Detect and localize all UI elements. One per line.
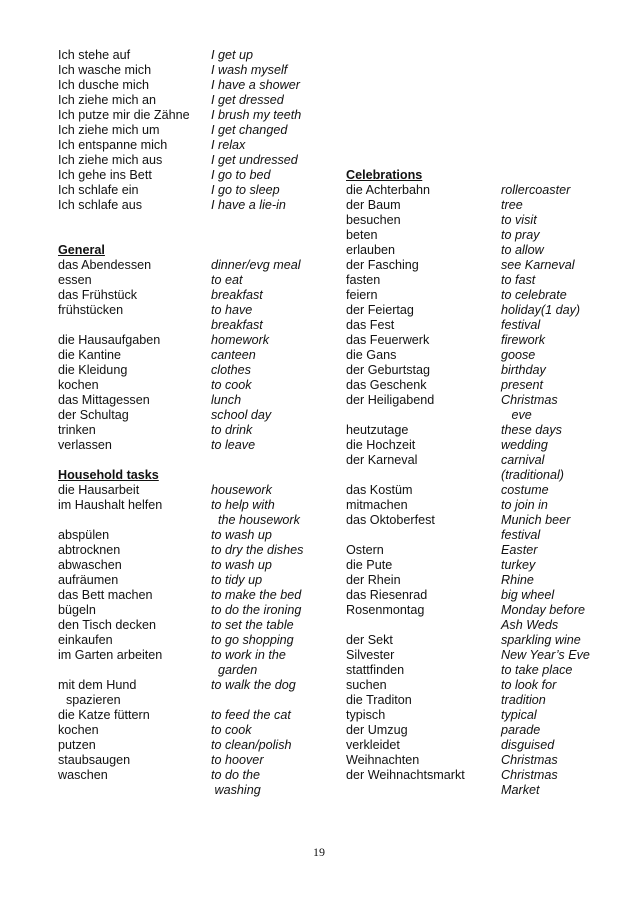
german-term: Weihnachten <box>346 753 420 767</box>
german-term: waschen <box>58 768 108 782</box>
english-translation: to look for <box>501 678 557 692</box>
english-translation: to drink <box>211 423 253 437</box>
german-term: Ich dusche mich <box>58 78 149 92</box>
english-translation: tree <box>501 198 523 212</box>
english-translation: I wash myself <box>211 63 288 77</box>
german-term: aufräumen <box>58 573 119 587</box>
english-translation: rollercoaster <box>501 183 571 197</box>
german-term: das Geschenk <box>346 378 427 392</box>
german-term: die Traditon <box>346 693 412 707</box>
english-translation: to wash up <box>211 528 272 542</box>
english-translation: to dry the dishes <box>211 543 304 557</box>
english-translation: to do the <box>211 768 261 782</box>
english-translation: festival <box>501 318 541 332</box>
german-term: die Gans <box>346 348 397 362</box>
german-term: Ich ziehe mich um <box>58 123 160 137</box>
german-term: erlauben <box>346 243 396 257</box>
german-term: der Umzug <box>346 723 408 737</box>
english-translation: eve <box>501 408 532 422</box>
german-term: der Fasching <box>346 258 419 272</box>
german-term: Silvester <box>346 648 395 662</box>
german-term: Ich stehe auf <box>58 48 131 62</box>
english-translation: to cook <box>211 378 252 392</box>
english-translation: disguised <box>501 738 555 752</box>
german-term: die Kantine <box>58 348 122 362</box>
english-translation: to celebrate <box>501 288 567 302</box>
english-translation: Munich beer <box>501 513 571 527</box>
german-term: besuchen <box>346 213 401 227</box>
german-term: putzen <box>58 738 96 752</box>
german-term: mitmachen <box>346 498 408 512</box>
german-term: im Haushalt helfen <box>58 498 163 512</box>
german-term: Ich wasche mich <box>58 63 152 77</box>
english-translation: to cook <box>211 723 252 737</box>
german-term: die Katze füttern <box>58 708 150 722</box>
english-translation: breakfast <box>211 288 263 302</box>
english-translation: Monday before <box>501 603 586 617</box>
english-translation: washing <box>211 783 261 797</box>
english-translation: to help with <box>211 498 275 512</box>
german-term: die Pute <box>346 558 393 572</box>
german-term: der Karneval <box>346 453 418 467</box>
german-term: kochen <box>58 378 99 392</box>
english-translation: big wheel <box>501 588 555 602</box>
german-term: essen <box>58 273 92 287</box>
english-translation: I get up <box>211 48 254 62</box>
german-term: das Abendessen <box>58 258 152 272</box>
german-term: der Baum <box>346 198 401 212</box>
english-translation: see Karneval <box>501 258 575 272</box>
english-translation: typical <box>501 708 537 722</box>
german-term: die Hochzeit <box>346 438 416 452</box>
german-term: das Riesenrad <box>346 588 428 602</box>
english-translation: to pray <box>501 228 540 242</box>
german-term: das Fest <box>346 318 395 332</box>
german-term: Ostern <box>346 543 384 557</box>
german-term: typisch <box>346 708 386 722</box>
german-term: das Oktoberfest <box>346 513 435 527</box>
german-term: kochen <box>58 723 99 737</box>
english-translation: I get undressed <box>211 153 298 167</box>
german-term: der Rhein <box>346 573 401 587</box>
german-term: bügeln <box>58 603 96 617</box>
english-translation: I have a shower <box>211 78 300 92</box>
german-term: abspülen <box>58 528 110 542</box>
german-term: stattfinden <box>346 663 405 677</box>
german-term: das Mittagessen <box>58 393 150 407</box>
english-translation: Ash Weds <box>501 618 559 632</box>
german-term: suchen <box>346 678 387 692</box>
english-translation: I have a lie-in <box>211 198 286 212</box>
english-translation: to fast <box>501 273 536 287</box>
german-term: das Feuerwerk <box>346 333 430 347</box>
german-term: einkaufen <box>58 633 113 647</box>
english-translation: Market <box>501 783 540 797</box>
english-translation: firework <box>501 333 546 347</box>
english-translation: to work in the <box>211 648 286 662</box>
english-translation: canteen <box>211 348 256 362</box>
english-translation: I brush my teeth <box>211 108 302 122</box>
english-translation: garden <box>211 663 258 677</box>
german-term: Rosenmontag <box>346 603 425 617</box>
english-translation: to visit <box>501 213 537 227</box>
english-translation: to do the ironing <box>211 603 302 617</box>
section-heading: General <box>58 243 105 257</box>
english-translation: Christmas <box>501 768 558 782</box>
german-term: der Schultag <box>58 408 129 422</box>
english-translation: to make the bed <box>211 588 302 602</box>
english-translation: to take place <box>501 663 573 677</box>
german-term: Ich gehe ins Bett <box>58 168 152 182</box>
german-term: das Frühstück <box>58 288 138 302</box>
english-translation: school day <box>211 408 272 422</box>
german-term: die Achterbahn <box>346 183 431 197</box>
german-term: die Hausarbeit <box>58 483 140 497</box>
german-term: abwaschen <box>58 558 122 572</box>
german-term: der Sekt <box>346 633 393 647</box>
german-term: den Tisch decken <box>58 618 157 632</box>
english-translation: Rhine <box>501 573 534 587</box>
german-term: die Kleidung <box>58 363 128 377</box>
german-term: im Garten arbeiten <box>58 648 163 662</box>
english-translation: I go to sleep <box>211 183 280 197</box>
english-translation: to clean/polish <box>211 738 292 752</box>
english-translation: to allow <box>501 243 544 257</box>
english-translation: homework <box>211 333 270 347</box>
english-translation: I get dressed <box>211 93 284 107</box>
english-translation: (traditional) <box>501 468 564 482</box>
english-translation: tradition <box>501 693 546 707</box>
german-term: das Bett machen <box>58 588 153 602</box>
english-translation: carnival <box>501 453 545 467</box>
english-translation: to set the table <box>211 618 294 632</box>
german-term: Ich schlafe ein <box>58 183 139 197</box>
english-translation: to join in <box>501 498 548 512</box>
german-term: mit dem Hund <box>58 678 137 692</box>
english-translation: holiday(1 day) <box>501 303 581 317</box>
english-translation: to feed the cat <box>211 708 291 722</box>
english-translation: costume <box>501 483 549 497</box>
english-translation: goose <box>501 348 536 362</box>
german-term: beten <box>346 228 378 242</box>
english-translation: dinner/evg meal <box>211 258 301 272</box>
english-translation: breakfast <box>211 318 263 332</box>
german-term: die Hausaufgaben <box>58 333 161 347</box>
german-term: spazieren <box>66 693 121 707</box>
german-term: trinken <box>58 423 96 437</box>
german-term: der Heiligabend <box>346 393 435 407</box>
english-translation: to tidy up <box>211 573 263 587</box>
english-translation: wedding <box>501 438 548 452</box>
english-translation: lunch <box>211 393 242 407</box>
german-term: verkleidet <box>346 738 400 752</box>
english-translation: Easter <box>501 543 538 557</box>
english-translation: Christmas <box>501 393 558 407</box>
english-translation: parade <box>501 723 541 737</box>
english-translation: to leave <box>211 438 256 452</box>
german-term: verlassen <box>58 438 112 452</box>
english-translation: birthday <box>501 363 546 377</box>
english-translation: sparkling wine <box>501 633 581 647</box>
english-translation: I relax <box>211 138 246 152</box>
english-translation: to have <box>211 303 253 317</box>
english-translation: I go to bed <box>211 168 271 182</box>
german-term: abtrocknen <box>58 543 121 557</box>
german-term: Ich putze mir die Zähne <box>58 108 190 122</box>
german-term: Ich ziehe mich aus <box>58 153 163 167</box>
german-term: frühstücken <box>58 303 124 317</box>
german-term: Ich entspanne mich <box>58 138 168 152</box>
english-translation: to eat <box>211 273 243 287</box>
german-term: fasten <box>346 273 381 287</box>
german-term: staubsaugen <box>58 753 131 767</box>
english-translation: to hoover <box>211 753 264 767</box>
german-term: das Kostüm <box>346 483 413 497</box>
section-heading: Household tasks <box>58 468 159 482</box>
german-term: der Feiertag <box>346 303 414 317</box>
english-translation: New Year’s Eve <box>501 648 590 662</box>
english-translation: to go shopping <box>211 633 294 647</box>
english-translation: festival <box>501 528 541 542</box>
english-translation: clothes <box>211 363 251 377</box>
english-translation: Christmas <box>501 753 558 767</box>
english-translation: present <box>501 378 544 392</box>
section-heading: Celebrations <box>346 168 423 182</box>
german-term: der Weihnachtsmarkt <box>346 768 465 782</box>
english-translation: turkey <box>501 558 536 572</box>
english-translation: these days <box>501 423 562 437</box>
german-term: Ich ziehe mich an <box>58 93 157 107</box>
german-term: heutzutage <box>346 423 409 437</box>
german-term: Ich schlafe aus <box>58 198 143 212</box>
german-term: der Geburtstag <box>346 363 431 377</box>
page-number: 19 <box>313 845 325 859</box>
english-translation: to walk the dog <box>211 678 296 692</box>
english-translation: I get changed <box>211 123 288 137</box>
english-translation: to wash up <box>211 558 272 572</box>
german-term: feiern <box>346 288 378 302</box>
english-translation: housework <box>211 483 272 497</box>
english-translation: the housework <box>211 513 300 527</box>
